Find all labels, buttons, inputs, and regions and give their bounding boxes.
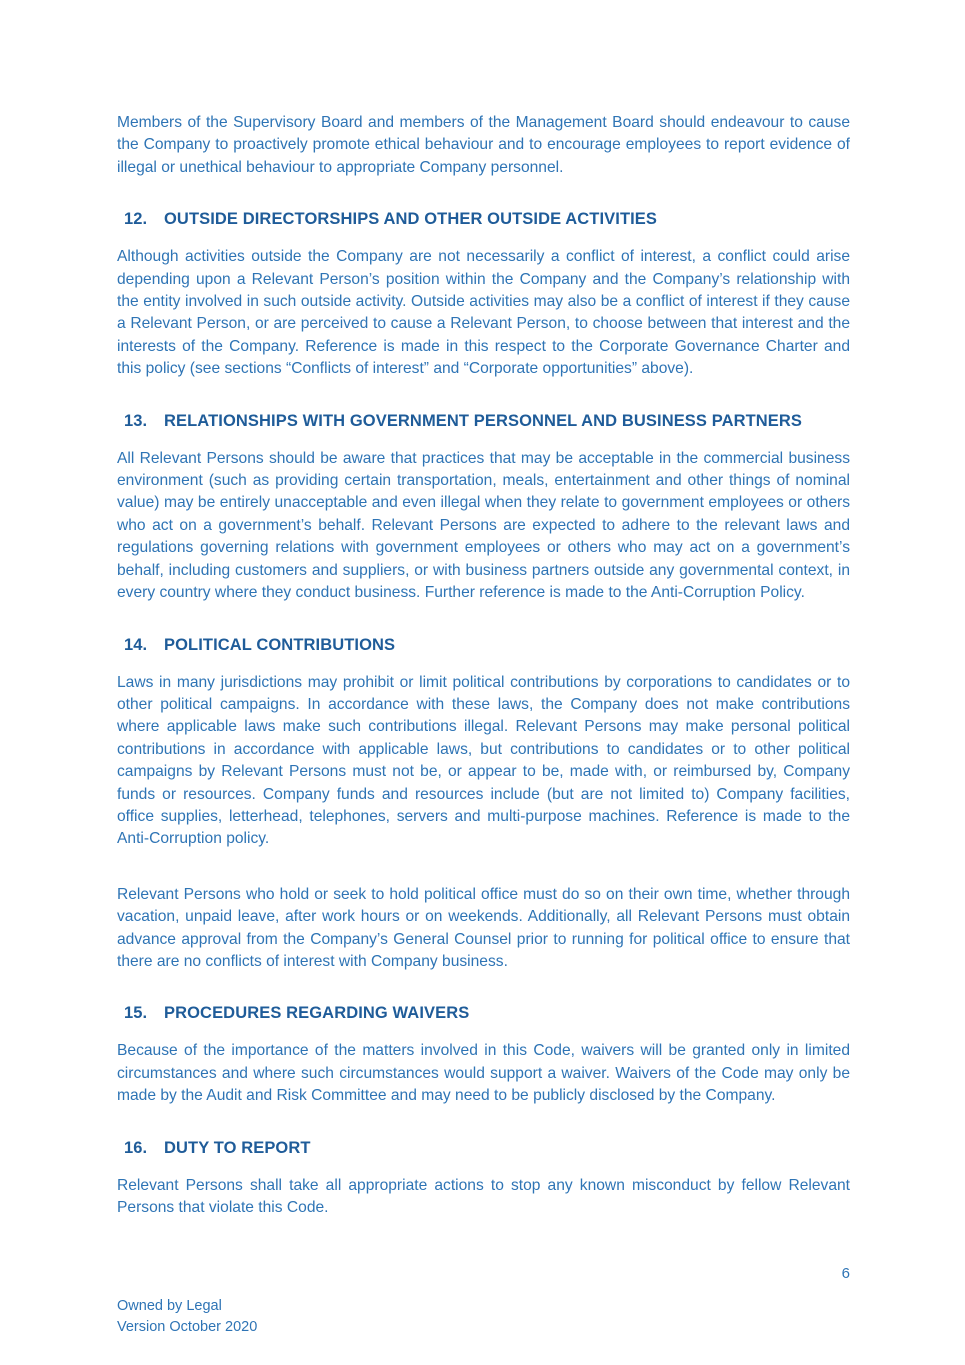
section-title: OUTSIDE DIRECTORSHIPS AND OTHER OUTSIDE ACTIVITIES xyxy=(164,210,658,229)
page-number: 6 xyxy=(841,1264,850,1282)
footer-owner: Owned by Legal xyxy=(117,1298,222,1314)
footer-version: Version October 2020 xyxy=(117,1318,258,1335)
section-paragraph: Laws in many jurisdictions may prohibit or limit political contributions by corporations to candidates or to other political campaigns. In accordance with these laws, the Company does not make contributions where applicable laws make such contributions illegal. Relevant Persons may make personal political contributions in accordance with applicable laws, but contributions to candidates or to other political campaigns by Relevant Persons must not be, or appear to be, made with, or reimbursed by, Company funds or resources. Company funds and resources include (but are not limited to) Company facilities, office supplies, letterhead, telephones, servers and multi-purpose machines. Reference is made to the Anti-Corruption policy. xyxy=(117,673,850,848)
section-paragraph: Although activities outside the Company are not necessarily a conflict of interest, a conflict could arise depending upon a Relevant Person’s position within the Company and the Company’s relationship with the entity involved in such outside activity. Outside activities may also be a conflict of interest if they cause a Relevant Person, or are perceived to cause a Relevant Person, to choose between that interest and the interests of the Company. Reference is made in this respect to the Corporate Governance Charter and this policy (see sections “Conflicts of interest” and “Corporate opportunities” above). xyxy=(117,248,850,378)
section-duty-to-report xyxy=(117,1139,850,1220)
section-number: 14. xyxy=(124,635,148,654)
page-footer xyxy=(117,1264,850,1338)
section-title: RELATIONSHIPS WITH GOVERNMENT PERSONNEL AND BUSINESS PARTNERS xyxy=(164,411,803,430)
section-paragraph: All Relevant Persons should be aware that practices that may be acceptable in the commercial business environment (such as providing certain transportation, meals, entertainment and other things of nominal value) may be entirely unacceptable and even illegal when they relate to government employees or others who act on a government’s behalf. Relevant Persons are expected to adhere to the relevant laws and regulations governing relations with government employees or others who may act on a government’s behalf, including customers and suppliers, or with business partners outside any governmental context, in every country where they conduct business. Further reference is made to the Anti-Corruption Policy. xyxy=(117,449,850,602)
section-number: 16. xyxy=(124,1138,148,1157)
section-government-relationships xyxy=(117,412,850,605)
section-number: 12. xyxy=(124,210,148,229)
section-title: PROCEDURES REGARDING WAIVERS xyxy=(164,1004,470,1023)
section-outside-directorships xyxy=(117,210,850,380)
section-number: 13. xyxy=(124,411,148,430)
section-heading xyxy=(124,210,850,229)
section-paragraph: Because of the importance of the matters involved in this Code, waivers will be granted only in limited circumstances and where such circumstances would support a waiver. Waivers of the Code may only be made by the Audit and Risk Committee and may need to be publicly disclosed by the Company. xyxy=(117,1042,850,1105)
section-title: POLITICAL CONTRIBUTIONS xyxy=(164,635,396,654)
section-paragraph: Relevant Persons who hold or seek to hold political office must do so on their own time, whether through vacation, unpaid leave, after work hours or on weekends. Additionally, all Relevant Persons must obtain advance approval from the Company’s General Counsel prior to running for political office to ensure that there are no conflicts of interest with Company business. xyxy=(117,885,850,970)
section-number: 15. xyxy=(124,1004,148,1023)
section-political-contributions xyxy=(117,636,850,974)
section-heading xyxy=(124,1004,850,1023)
section-heading xyxy=(124,636,850,655)
section-heading xyxy=(124,412,850,431)
intro-paragraph: Members of the Supervisory Board and members of the Management Board should endeavour to cause the Company to proactively promote ethical behaviour and to encourage employees to report evidence of illegal or unethical behaviour to appropriate Company personnel. xyxy=(117,114,850,176)
section-heading xyxy=(124,1139,850,1158)
section-title: DUTY TO REPORT xyxy=(164,1138,311,1157)
section-waivers xyxy=(117,1004,850,1107)
section-paragraph: Relevant Persons shall take all appropriate actions to stop any known misconduct by fellow Relevant Persons that violate this Code. xyxy=(117,1176,850,1216)
